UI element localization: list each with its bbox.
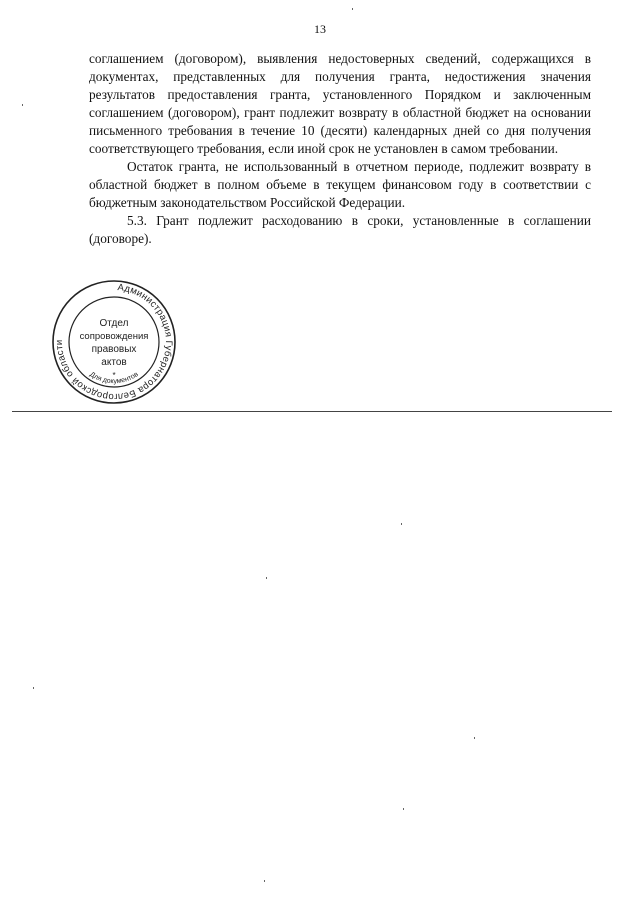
stamp-outer-text: Администрация Губернатора Белгородской области xyxy=(53,282,175,403)
document-body xyxy=(89,50,591,248)
scan-speck xyxy=(403,808,404,810)
paragraph-5-3: 5.3. Грант подлежит расходованию в сроки, установленные в соглашении (договоре). xyxy=(89,213,591,246)
scan-speck xyxy=(264,880,265,882)
scan-speck xyxy=(474,737,475,739)
stamp-line-4: актов xyxy=(101,357,127,368)
scan-speck xyxy=(401,523,402,525)
scan-speck xyxy=(352,8,353,10)
paragraph-continuation: соглашением (договором), выявления недостоверных сведений, содержащихся в документах, представленных для получения гранта, недостижения значения результатов предоставления гранта, установленного Порядком и заключенным соглашением (договором), грант подлежит возврату в областной бюджет на основании письменного требования в течение 10 (десяти) календарных дней со дня получения соответствующего требования, если иной срок не установлен в самом требовании. xyxy=(89,51,591,156)
stamp-line-1: Отдел xyxy=(99,318,129,329)
stamp-bottom-text: Для документов xyxy=(88,371,140,386)
scan-speck xyxy=(266,577,267,579)
stamp-line-2: сопровождения xyxy=(79,331,149,342)
scan-speck xyxy=(33,687,34,689)
office-stamp xyxy=(50,278,178,406)
page-number: 13 xyxy=(314,22,326,36)
svg-text:*: * xyxy=(112,371,116,380)
scan-speck xyxy=(22,104,23,106)
paragraph-grant-remainder: Остаток гранта, не использованный в отчетном периоде, подлежит возврату в областной бюджет в полном объеме в текущем финансовом году в соответствии с бюджетным законодательством Российской Федерации. xyxy=(89,159,591,210)
stamp-line-3: правовых xyxy=(91,344,137,355)
horizontal-rule xyxy=(12,411,612,412)
